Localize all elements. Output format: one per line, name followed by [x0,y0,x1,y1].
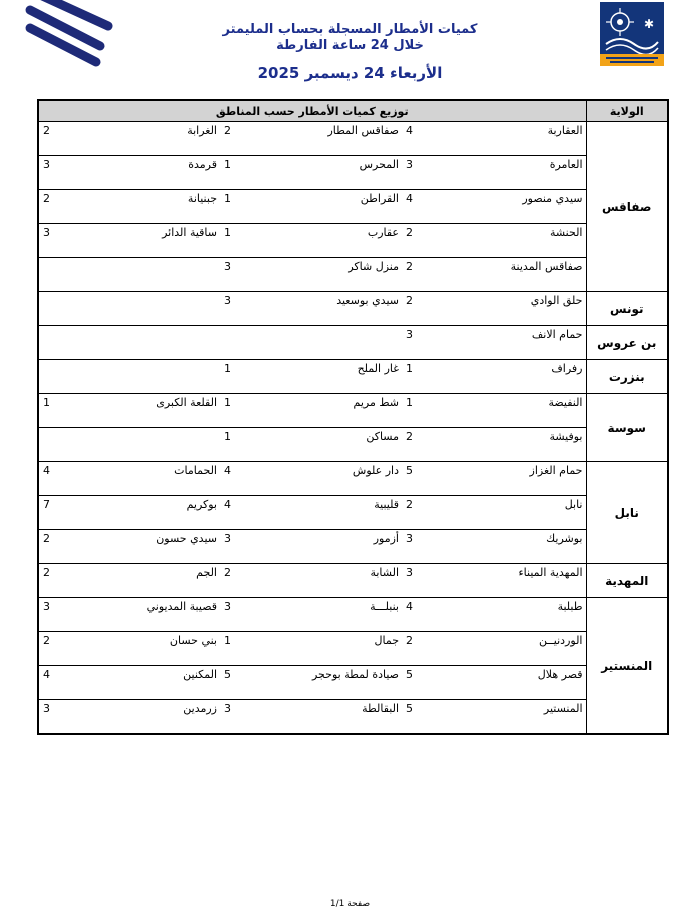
station-name: أزمور [252,530,402,564]
station-name: بوفيشة [430,428,586,462]
station-name: غار الملح [252,360,402,394]
rainfall-value: 1 [220,394,252,428]
station-name: سيدي بوسعيد [252,292,402,326]
station-name: جبنيانة [70,190,220,224]
rainfall-value: 2 [402,292,430,326]
rainfall-value: 2 [38,564,70,598]
station-name: الحنشة [430,224,586,258]
rainfall-value: 1 [220,360,252,394]
rainfall-table [37,99,669,735]
station-name: بنبلـــة [252,598,402,632]
station-name: نابل [430,496,586,530]
page-subtitle: خلال 24 ساعة الفارطة [276,38,424,53]
page-title: كميات الأمطار المسجلة بحساب المليمتر [222,22,478,37]
table-row [38,632,668,666]
rainfall-value: 3 [220,598,252,632]
rainfall-value: 3 [402,530,430,564]
rainfall-value [220,326,252,360]
table-row [38,156,668,190]
rainfall-value: 2 [402,496,430,530]
station-name: الوردنيــن [430,632,586,666]
station-name: حلق الوادي [430,292,586,326]
rainfall-value [38,428,70,462]
table-row [38,224,668,258]
rainfall-value: 3 [38,598,70,632]
rainfall-value: 1 [38,394,70,428]
table-row [38,258,668,292]
rainfall-value: 1 [220,190,252,224]
rainfall-value: 3 [38,156,70,190]
station-name: سيدي حسون [70,530,220,564]
station-name: بوكريم [70,496,220,530]
station-name: قرمدة [70,156,220,190]
governorate-cell: سوسة [586,394,668,462]
rainfall-value [38,360,70,394]
rainfall-value: 3 [38,700,70,735]
station-name: سيدي منصور [430,190,586,224]
station-name: القراطن [252,190,402,224]
rainfall-value: 1 [220,156,252,190]
table-row [38,598,668,632]
table-row [38,428,668,462]
rainfall-value: 2 [38,632,70,666]
station-name [70,292,220,326]
rainfall-value [38,258,70,292]
station-name: شط مريم [252,394,402,428]
governorate-cell: صفاقس [586,122,668,292]
page-number: صفحة 1/1 [329,899,371,909]
station-name: النفيضة [430,394,586,428]
station-name: ساقية الدائر [70,224,220,258]
station-name: الغرابة [70,122,220,156]
governorate-cell: المهدية [586,564,668,598]
rainfall-value [38,292,70,326]
rainfall-value: 1 [402,394,430,428]
station-name: الجم [70,564,220,598]
station-name [252,326,402,360]
table-row [38,564,668,598]
rainfall-value: 4 [402,122,430,156]
table-row [38,462,668,496]
rainfall-value: 2 [402,224,430,258]
station-name: البقالطة [252,700,402,735]
report-date: الأربعاء 24 ديسمبر 2025 [257,64,443,82]
station-name [70,360,220,394]
distribution-header: توزيع كميات الأمطار حسب المناطق [38,100,586,122]
table-row [38,530,668,564]
table-body [38,122,668,735]
table-row [38,190,668,224]
station-name: صيادة لمطة بوحجر [252,666,402,700]
rainfall-value: 4 [220,496,252,530]
rainfall-value: 4 [402,190,430,224]
rainfall-value: 5 [220,666,252,700]
station-name: حمام الانف [430,326,586,360]
table-row [38,292,668,326]
rainfall-value: 3 [402,156,430,190]
station-name: صفاقس المدينة [430,258,586,292]
station-name: جمال [252,632,402,666]
station-name: بني حسان [70,632,220,666]
station-name: طبلبة [430,598,586,632]
rainfall-value: 4 [220,462,252,496]
rainfall-value: 2 [38,530,70,564]
station-name [70,428,220,462]
station-name: حمام الغزاز [430,462,586,496]
table-row [38,666,668,700]
table-row [38,326,668,360]
station-name: قليبية [252,496,402,530]
table-row [38,122,668,156]
rainfall-value: 5 [402,462,430,496]
rainfall-value: 2 [402,258,430,292]
station-name: رفراف [430,360,586,394]
station-name: قصر هلال [430,666,586,700]
rainfall-value: 3 [402,326,430,360]
station-name: قصيبة المديوني [70,598,220,632]
rainfall-value: 4 [38,666,70,700]
rainfall-value: 3 [220,292,252,326]
governorate-cell: بن عروس [586,326,668,360]
rainfall-value: 1 [402,360,430,394]
governorate-cell: نابل [586,462,668,564]
rainfall-value: 1 [220,224,252,258]
station-name: الشابة [252,564,402,598]
table-row [38,496,668,530]
station-name [70,326,220,360]
rainfall-value: 2 [402,428,430,462]
station-name: المكنين [70,666,220,700]
rainfall-value: 3 [220,700,252,735]
station-name: بوشريك [430,530,586,564]
diagonal-stripes-decoration [0,0,120,70]
station-name: الحمامات [70,462,220,496]
governorate-header: الولاية [586,100,668,122]
station-name: القلعة الكبرى [70,394,220,428]
station-name: منزل شاكر [252,258,402,292]
rainfall-value: 3 [220,258,252,292]
station-name: العامرة [430,156,586,190]
station-name: صفاقس المطار [252,122,402,156]
station-name [70,258,220,292]
rainfall-value: 7 [38,496,70,530]
table-row [38,394,668,428]
station-name: المنستير [430,700,586,735]
rainfall-value: 1 [220,632,252,666]
station-name: مساكن [252,428,402,462]
station-name: زرمدين [70,700,220,735]
rainfall-value: 2 [220,564,252,598]
table-row [38,700,668,735]
rainfall-value: 2 [220,122,252,156]
station-name: دار علوش [252,462,402,496]
rainfall-value: 4 [38,462,70,496]
rainfall-value [38,326,70,360]
station-name: العقاربة [430,122,586,156]
station-name: المهدية الميناء [430,564,586,598]
svg-text:✱: ✱ [644,17,655,31]
rainfall-value: 2 [38,122,70,156]
rainfall-value: 2 [38,190,70,224]
rainfall-value: 5 [402,700,430,735]
meteorology-institute-logo [600,2,664,66]
station-name: عقارب [252,224,402,258]
governorate-cell: بنزرت [586,360,668,394]
rainfall-value: 3 [38,224,70,258]
rainfall-value: 5 [402,666,430,700]
rainfall-value: 2 [402,632,430,666]
table-row [38,360,668,394]
rainfall-value: 4 [402,598,430,632]
governorate-cell: تونس [586,292,668,326]
rainfall-value: 3 [402,564,430,598]
rainfall-value: 1 [220,428,252,462]
governorate-cell: المنستير [586,598,668,735]
rainfall-value: 3 [220,530,252,564]
station-name: المحرس [252,156,402,190]
